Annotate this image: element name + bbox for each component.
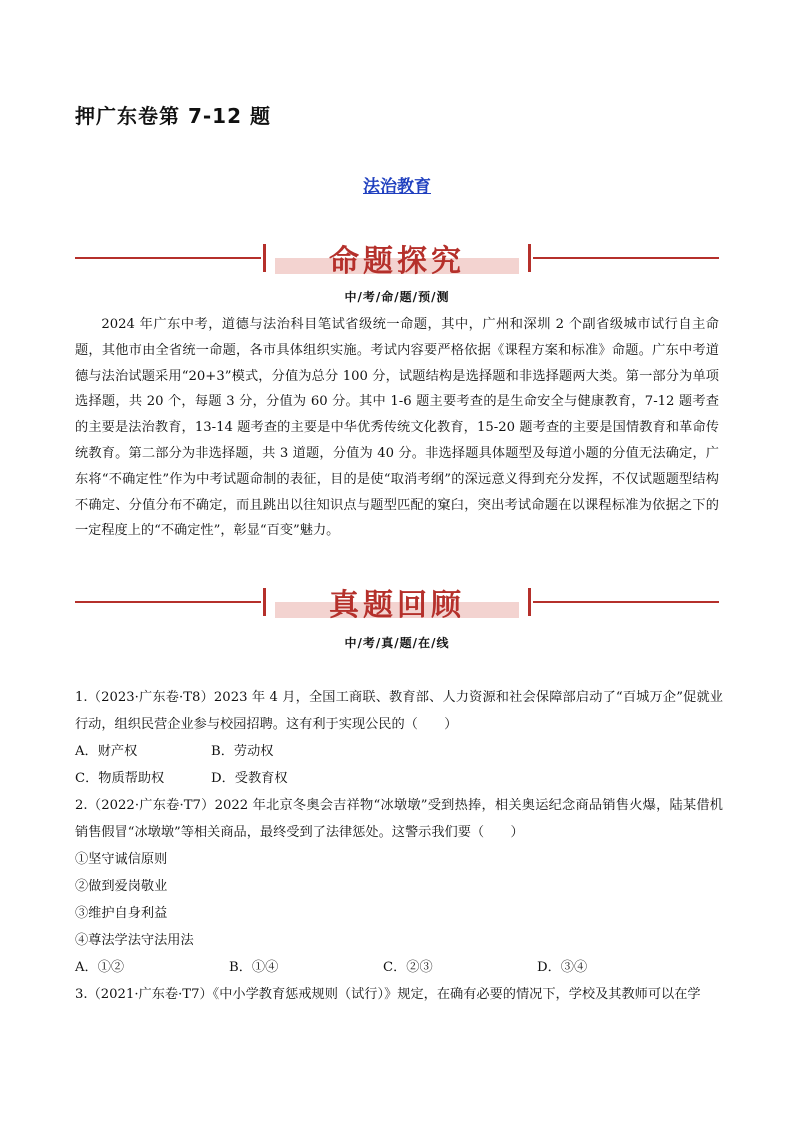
option-row — [75, 954, 723, 981]
statement-1: ①坚守诚信原则 — [75, 852, 168, 867]
option-d[interactable]: D．③④ — [537, 960, 588, 975]
statement-2: ②做到爱岗敬业 — [75, 879, 168, 894]
option-a[interactable]: A．财产权 — [75, 744, 138, 759]
subject-heading — [0, 172, 794, 197]
question-list — [75, 684, 723, 1008]
question-1 — [75, 684, 723, 792]
question-stem: 1.（2023·广东卷·T8）2023 年 4 月，全国工商联、教育部、人力资源和社会保障部启动了“百城万企”促就业行动，组织民营企业参与校园招聘。这有利于实现公民的（ ） — [75, 690, 723, 732]
section-subtitle-past-exams: 中/考/真/题/在/线 — [344, 636, 450, 650]
banner-tick-right — [528, 244, 531, 272]
option-a[interactable]: A．①② — [75, 960, 125, 975]
section-subtitle-prediction: 中/考/命/题/预/测 — [344, 290, 450, 304]
banner-divider-right — [533, 601, 719, 603]
option-b[interactable]: B．劳动权 — [211, 744, 274, 759]
intro-paragraph: 2024 年广东中考，道德与法治科目笔试省级统一命题，其中，广州和深圳 2 个副省级城市试行自主命题，其他市由全省统一命题，各市具体组织实施。考试内容要严格依据《课程方案和标准》命题。广东中考道德与法治试题采用“20+3”模式，分值为总分 100 分，试题结构是选择题和非选择题两大类。第一部分为单项选择题，共 20 个，每题 3 分，分值为 60 分。其中 1-6 题主要考查的是生命安全与健康教育，7-12 题考查的主要是法治教育，13-14 题考查的主要是中华优秀传统文化教育，15-20 题考查的主要是国情教育和革命传统教育。第二部分为非选择题，共 3 道题，分值为 40 分。非选择题具体题型及每道小题的分值无法确定，广东将“不确定性”作为中考试题命制的表征，目的是使“取消考纲”的深远意义得到充分发挥，不仅试题题型结构不确定、分值分布不确定，而且跳出以往知识点与题型匹配的窠臼，突出考试命题在以课程标准为依据之下的一定程度上的“不确定性”，彰显“百变”魅力。 — [75, 317, 719, 539]
section-title-past-exams: 真题回顾 — [329, 588, 465, 623]
banner-tick-left — [263, 588, 266, 616]
document-title: 押广东卷第 7-12 题 — [75, 104, 271, 128]
banner-tick-left — [263, 244, 266, 272]
option-row — [75, 738, 723, 765]
question-stem: 2.（2022·广东卷·T7）2022 年北京冬奥会吉祥物“冰墩墩”受到热捧，相关奥运纪念商品销售火爆，陆某借机销售假冒“冰墩墩”等相关商品，最终受到了法律惩处。这警示我们要（ ） — [75, 798, 723, 840]
subject-link[interactable]: 法治教育 — [363, 177, 431, 197]
banner-tick-right — [528, 588, 531, 616]
section-banner-prediction — [75, 238, 719, 278]
option-d[interactable]: D．受教育权 — [211, 771, 288, 786]
question-3 — [75, 981, 723, 1008]
option-c[interactable]: C．物质帮助权 — [75, 771, 165, 786]
question-stem: 3.（2021·广东卷·T7）《中小学教育惩戒规则（试行）》规定，在确有必要的情况下，学校及其教师可以在学 — [75, 987, 701, 1002]
section-banner-past-exams — [75, 582, 719, 622]
option-c[interactable]: C．②③ — [383, 960, 433, 975]
statement-3: ③维护自身利益 — [75, 906, 168, 921]
option-row — [75, 765, 723, 792]
banner-divider-left — [75, 257, 261, 259]
question-2 — [75, 792, 723, 981]
option-b[interactable]: B．①④ — [229, 960, 279, 975]
section-title-prediction: 命题探究 — [329, 244, 465, 279]
banner-divider-left — [75, 601, 261, 603]
banner-divider-right — [533, 257, 719, 259]
statement-4: ④尊法学法守法用法 — [75, 933, 194, 948]
